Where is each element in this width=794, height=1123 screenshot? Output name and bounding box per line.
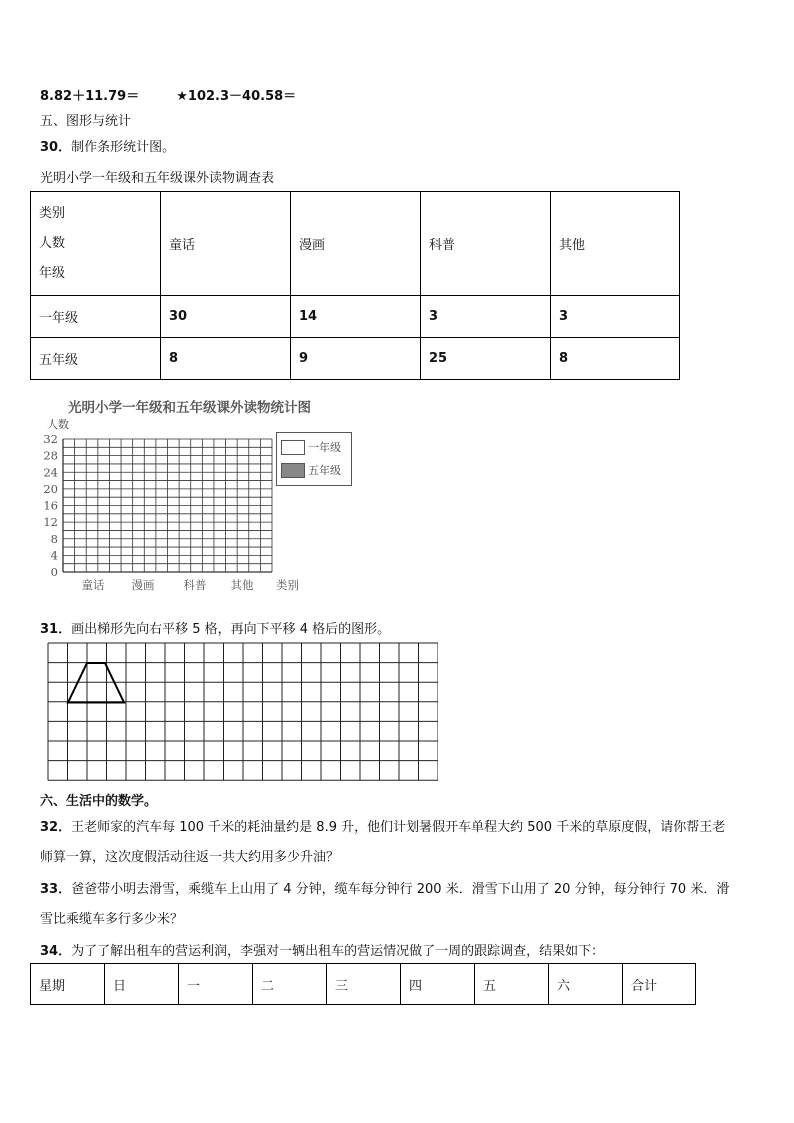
table-cell: 14 [291, 296, 421, 338]
table-row [31, 296, 680, 338]
y-tick-label: 28 [43, 448, 58, 463]
category-header: 科普 [421, 192, 551, 296]
table-cell: 8 [161, 338, 291, 380]
q32-number: 32． [40, 820, 72, 835]
week-cell: 五 [475, 964, 549, 1005]
y-tick-label: 32 [43, 432, 58, 446]
q30-line [40, 136, 175, 155]
calc-left: 8.82＋11.79＝ [40, 89, 140, 104]
trapezoid-shape [68, 663, 124, 703]
y-tick-label: 20 [43, 481, 58, 496]
week-cell: 四 [401, 964, 475, 1005]
legend-item [281, 439, 341, 455]
chart-grid [63, 439, 272, 572]
y-tick-label: 12 [43, 515, 58, 530]
header-line-grade: 年级 [39, 265, 66, 281]
chart-legend [276, 432, 352, 486]
legend-swatch-grade5 [281, 463, 305, 478]
header-line-category: 类别 [39, 205, 66, 221]
week-cell: 日 [105, 964, 179, 1005]
x-axis-labels [82, 578, 254, 592]
q33-line2: 雪比乘缆车多行多少米？ [40, 912, 184, 927]
week-table [30, 963, 696, 1005]
category-header: 童话 [161, 192, 291, 296]
q34-text: 为了了解出租车的营运利润，李强对一辆出租车的营运情况做了一周的跟踪调查，结果如下： [71, 944, 605, 959]
section6-title: 六、生活中的数学。 [40, 794, 158, 809]
grade-label: 五年级 [31, 338, 161, 380]
y-tick-label: 8 [50, 531, 58, 546]
y-axis-ticks [43, 432, 58, 579]
x-category-label: 漫画 [131, 578, 155, 592]
translation-grid [46, 641, 438, 783]
q33-number: 33． [40, 882, 72, 897]
y-tick-label: 0 [50, 565, 58, 579]
legend-label: 一年级 [308, 441, 341, 454]
q33-text-1: 爸爸带小明去滑雪，乘缆车上山用了 4 分钟，缆车每分钟行 200 米．滑雪下山用了 20 分钟，每分钟行 70 米．滑 [71, 882, 730, 897]
q30-text: 制作条形统计图。 [71, 140, 176, 155]
calc-line [40, 85, 296, 104]
week-cell: 三 [327, 964, 401, 1005]
week-cell: 合计 [623, 964, 696, 1005]
y-tick-label: 24 [43, 465, 58, 480]
calc-right: ★102.3－40.58＝ [176, 89, 297, 104]
q32-line2: 师算一算，这次度假活动往返一共大约用多少升油？ [40, 850, 340, 865]
table-row [31, 338, 680, 380]
q34-line [40, 940, 604, 959]
q31-line [40, 618, 390, 637]
week-cell: 二 [253, 964, 327, 1005]
x-category-label: 其他 [230, 578, 254, 592]
q34-number: 34． [40, 944, 72, 959]
legend-label: 五年级 [308, 464, 341, 477]
survey-table-title: 光明小学一年级和五年级课外读物调查表 [40, 171, 275, 186]
table-row [31, 964, 696, 1005]
y-tick-label: 16 [43, 498, 58, 513]
week-cell: 六 [549, 964, 623, 1005]
table-cell: 25 [421, 338, 551, 380]
table-cell: 30 [161, 296, 291, 338]
week-cell: 一 [179, 964, 253, 1005]
header-line-count: 人数 [39, 235, 66, 251]
q31-text: 画出梯形先向右平移 5 格，再向下平移 4 格后的图形。 [71, 622, 391, 637]
y-tick-label: 4 [50, 548, 58, 563]
x-category-label: 童话 [81, 578, 105, 592]
q33-line1 [40, 878, 729, 897]
q32-text-1: 王老师家的汽车每 100 千米的耗油量约是 8.9 升，他们计划暑假开车单程大约 500 千米的草原度假，请你帮王老 [71, 820, 726, 835]
q31-number: 31． [40, 622, 72, 637]
table-cell: 8 [551, 338, 680, 380]
square-grid [48, 643, 438, 780]
category-header: 其他 [551, 192, 680, 296]
x-category-label: 科普 [183, 578, 207, 592]
table-cell: 3 [421, 296, 551, 338]
table-cell: 9 [291, 338, 421, 380]
table-header-diagonal-cell [31, 192, 161, 296]
chart-title: 光明小学一年级和五年级课外读物统计图 [68, 400, 311, 416]
legend-swatch-grade1 [281, 440, 305, 455]
y-axis-label: 人数 [47, 418, 69, 431]
grade-label: 一年级 [31, 296, 161, 338]
q30-number: 30． [40, 140, 72, 155]
week-cell: 星期 [31, 964, 105, 1005]
table-cell: 3 [551, 296, 680, 338]
category-header: 漫画 [291, 192, 421, 296]
legend-item [281, 462, 341, 478]
x-axis-label: 类别 [276, 578, 299, 592]
q32-line1 [40, 816, 725, 835]
survey-table [30, 191, 680, 380]
section5-title: 五、图形与统计 [40, 114, 132, 129]
